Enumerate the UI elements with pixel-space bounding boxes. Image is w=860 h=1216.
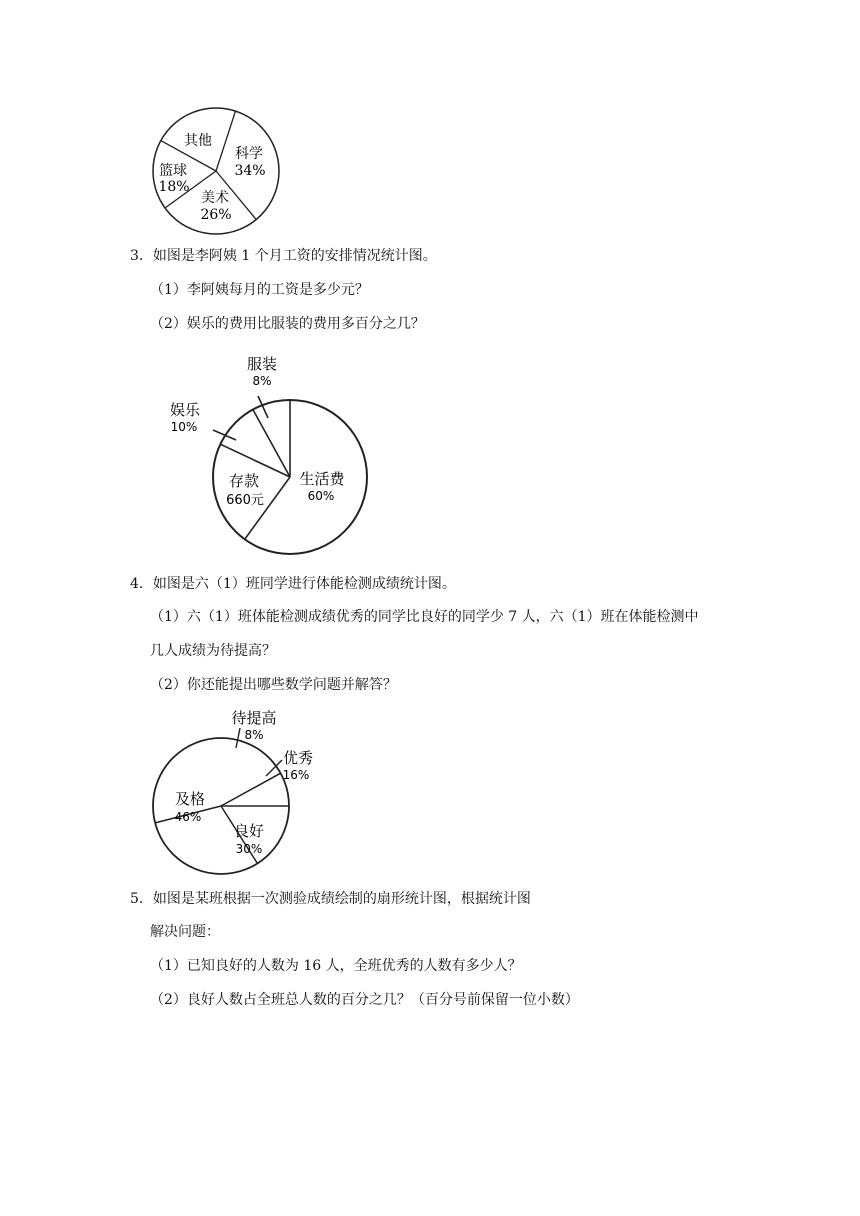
slice-label-science: 科学 bbox=[235, 146, 263, 162]
pie-chart-salary bbox=[160, 350, 380, 560]
slice-label-clothing: 服装 bbox=[246, 355, 278, 373]
slice-boundary-1 bbox=[216, 111, 236, 171]
q3-sub1: （1）李阿姨每月的工资是多少元？ bbox=[150, 282, 369, 298]
slice-label-living: 生活费 bbox=[299, 470, 345, 488]
slice-boundary-4 bbox=[221, 773, 281, 806]
slice-label-other: 其他 bbox=[184, 133, 212, 149]
slice-boundary-4 bbox=[253, 410, 290, 478]
slice-value-art: 26% bbox=[200, 207, 232, 223]
slice-value-entertainment: 10% bbox=[170, 420, 198, 434]
slice-value-clothing: 8% bbox=[252, 374, 272, 388]
slice-value-basketball: 18% bbox=[158, 179, 190, 195]
slice-label-needs-improvement: 待提高 bbox=[231, 709, 277, 727]
slice-value-excellent: 16% bbox=[282, 768, 310, 782]
leader-line-entertainment bbox=[213, 430, 236, 440]
q3-stem: 3．如图是李阿姨 1 个月工资的安排情况统计图。 bbox=[130, 248, 437, 264]
slice-value-living: 60% bbox=[307, 489, 335, 503]
leader-line-needs-improvement bbox=[236, 728, 240, 748]
slice-value-good: 30% bbox=[235, 842, 263, 856]
q4-stem: 4．如图是六（1）班同学进行体能检测成绩统计图。 bbox=[130, 576, 456, 592]
q4-sub2: （2）你还能提出哪些数学问题并解答？ bbox=[150, 677, 397, 693]
slice-value-pass: 46% bbox=[174, 810, 202, 824]
pie-chart-interest bbox=[140, 106, 290, 236]
slice-label-good: 良好 bbox=[233, 822, 265, 840]
q4-sub1-line1: （1）六（1）班体能检测成绩优秀的同学比良好的同学少 7 人，六（1）班在体能检测中 bbox=[150, 609, 699, 625]
slice-value-science: 34% bbox=[234, 163, 266, 179]
q3-sub2: （2）娱乐的费用比服装的费用多百分之几？ bbox=[150, 316, 425, 332]
slice-label-pass: 及格 bbox=[174, 790, 206, 808]
q5-stem: 5．如图是某班根据一次测验成绩绘制的扇形统计图，根据统计图 bbox=[130, 891, 531, 907]
q5-sub2: （2）良好人数占全班总人数的百分之几？（百分号前保留一位小数） bbox=[150, 992, 579, 1008]
q5-sub1: （1）已知良好的人数为 16 人，全班优秀的人数有多少人？ bbox=[150, 958, 522, 974]
slice-value-savings: 660元 bbox=[226, 493, 264, 508]
slice-label-entertainment: 娱乐 bbox=[169, 401, 201, 419]
q4-sub1-line2: 几人成绩为待提高？ bbox=[150, 643, 276, 659]
slice-label-excellent: 优秀 bbox=[282, 749, 314, 767]
slice-label-savings: 存款 bbox=[228, 472, 260, 490]
slice-label-art: 美术 bbox=[201, 190, 229, 206]
pie-chart-fitness bbox=[140, 705, 340, 875]
slice-value-needs-improvement: 8% bbox=[244, 728, 264, 742]
q5-stem-line2: 解决问题： bbox=[150, 924, 220, 940]
slice-label-basketball: 篮球 bbox=[159, 163, 187, 179]
